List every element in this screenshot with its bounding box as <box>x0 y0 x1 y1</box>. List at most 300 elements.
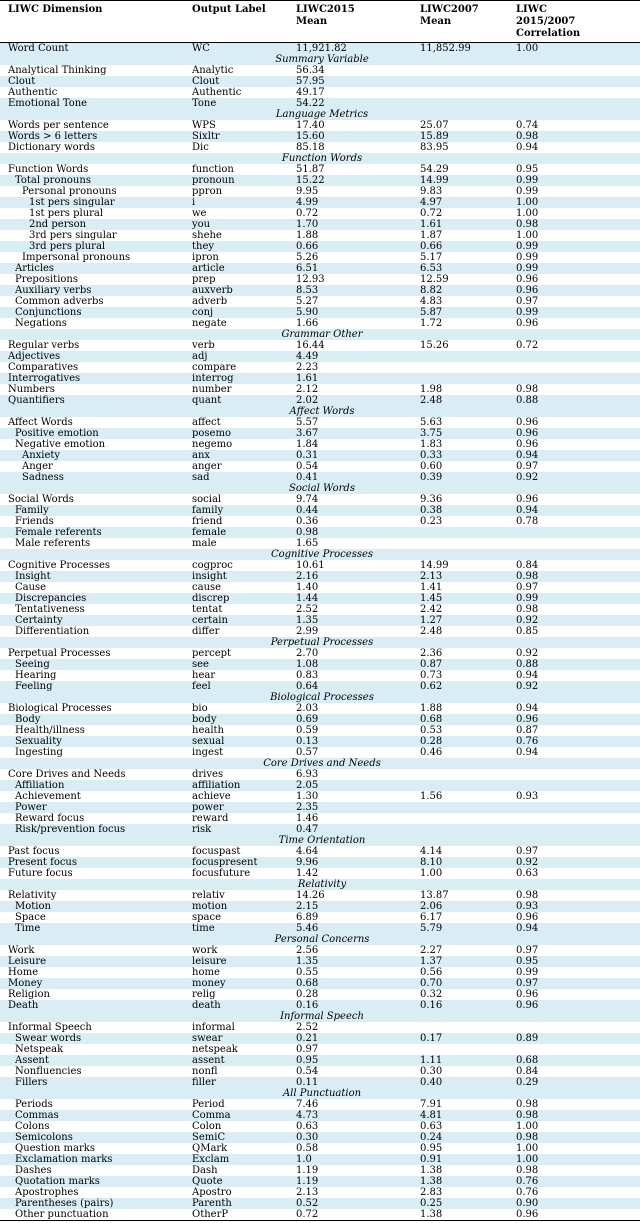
liwc2015-mean-cell: 2.23 <box>296 362 319 373</box>
liwc2007-mean-cell <box>412 769 508 780</box>
liwc2015-mean-cell: 1.08 <box>288 659 412 670</box>
liwc2015-mean-cell: 14.26 <box>296 890 325 901</box>
liwc2007-mean-cell: 0.46 <box>420 747 443 758</box>
dimension-cell: Friends <box>15 516 54 527</box>
liwc2007-mean-cell: 1.38 <box>412 1176 508 1187</box>
liwc2007-mean-cell: 6.17 <box>420 912 443 923</box>
dimension-cell: Colons <box>15 1121 50 1132</box>
liwc2007-mean-cell <box>412 373 508 384</box>
correlation-cell: 0.98 <box>508 571 640 582</box>
dimension-cell: Core Drives and Needs <box>8 769 126 780</box>
correlation-cell: 0.96 <box>516 274 539 285</box>
table-row <box>0 263 640 274</box>
dimension-cell: Hearing <box>15 670 57 681</box>
liwc2015-mean-cell: 5.46 <box>288 923 412 934</box>
dimension-cell: Words > 6 letters <box>0 131 184 142</box>
dimension-cell: Sadness <box>0 472 184 483</box>
correlation-cell: 0.98 <box>516 1099 539 1110</box>
table-row <box>0 989 640 1000</box>
liwc2007-mean-cell: 1.45 <box>412 593 508 604</box>
liwc2015-mean-cell: 1.19 <box>288 1176 412 1187</box>
liwc2007-mean-cell <box>412 780 508 791</box>
section-header-row <box>0 1011 640 1022</box>
dimension-cell: Negative emotion <box>15 439 106 450</box>
liwc2015-mean-cell: 15.22 <box>288 175 412 186</box>
table-row <box>0 87 640 98</box>
liwc2007-mean-cell: 0.62 <box>412 681 508 692</box>
correlation-cell: 0.94 <box>516 747 539 758</box>
dimension-cell: 2nd person <box>0 219 184 230</box>
correlation-cell: 0.96 <box>516 417 539 428</box>
liwc2015-mean-cell: 0.58 <box>296 1143 319 1154</box>
liwc2015-mean-cell: 2.52 <box>296 1022 319 1033</box>
liwc2007-mean-cell: 6.53 <box>412 263 508 274</box>
liwc2015-mean-cell: 0.98 <box>288 527 412 538</box>
correlation-cell <box>508 527 640 538</box>
liwc2007-mean-cell: 0.32 <box>420 989 443 1000</box>
correlation-cell <box>508 1022 640 1033</box>
dimension-cell: Space <box>15 912 46 923</box>
output-label-cell: auxverb <box>184 285 288 296</box>
correlation-cell: 0.72 <box>516 340 539 351</box>
liwc2007-mean-cell: 1.98 <box>420 384 443 395</box>
table-row <box>0 791 640 802</box>
liwc2007-mean-cell: 8.82 <box>412 285 508 296</box>
correlation-cell: 0.96 <box>508 1000 640 1011</box>
liwc2015-mean-cell: 1.88 <box>296 230 319 241</box>
liwc2007-mean-cell: 2.48 <box>412 395 508 406</box>
table-row <box>0 43 640 55</box>
table-row <box>0 604 640 615</box>
dimension-cell: Home <box>8 967 39 978</box>
table-row <box>0 582 640 593</box>
table-row <box>0 186 640 197</box>
correlation-cell <box>508 780 640 791</box>
liwc2007-mean-cell: 0.56 <box>420 967 443 978</box>
liwc2007-mean-cell: 0.23 <box>420 516 443 527</box>
table-row <box>0 703 640 714</box>
output-label-cell: Apostro <box>192 1187 232 1198</box>
output-label-cell: WPS <box>192 120 216 131</box>
dimension-cell: Total pronouns <box>0 175 184 186</box>
section-header-row <box>0 329 640 340</box>
liwc2015-mean-cell: 1.30 <box>296 791 319 802</box>
output-label-cell: insight <box>184 571 288 582</box>
liwc2007-mean-cell: 0.53 <box>420 725 443 736</box>
dimension-cell: Common adverbs <box>15 296 104 307</box>
table-row <box>0 65 640 76</box>
output-label-cell: leisure <box>184 956 288 967</box>
table-row <box>0 428 640 439</box>
dimension-cell: Discrepancies <box>0 593 184 604</box>
correlation-cell <box>508 813 640 824</box>
column-header-line: Correlation <box>516 28 581 39</box>
output-label-cell: space <box>192 912 222 923</box>
correlation-cell: 0.92 <box>508 857 640 868</box>
correlation-cell: 0.99 <box>516 967 539 978</box>
liwc2007-mean-cell: 5.63 <box>420 417 443 428</box>
section-title: Personal Concerns <box>0 934 640 945</box>
section-title: Biological Processes <box>0 692 640 703</box>
output-label-cell: health <box>192 725 224 736</box>
liwc2015-mean-cell: 1.46 <box>296 813 319 824</box>
liwc2007-mean-cell: 0.17 <box>412 1033 508 1044</box>
output-label-cell: prep <box>192 274 216 285</box>
correlation-cell: 0.98 <box>508 1110 640 1121</box>
dimension-cell: Achievement <box>15 791 81 802</box>
output-label-cell: nonfl <box>192 1066 218 1077</box>
liwc2015-mean-cell: 2.12 <box>296 384 319 395</box>
output-label-cell: relativ <box>192 890 225 901</box>
liwc2015-mean-cell: 2.99 <box>296 626 319 637</box>
dimension-cell: Negations <box>15 318 67 329</box>
correlation-cell: 1.00 <box>516 1121 539 1132</box>
liwc2015-mean-cell: 2.56 <box>296 945 319 956</box>
column-header-liwc2007-mean <box>412 1 508 43</box>
liwc2007-mean-cell: 25.07 <box>420 120 449 131</box>
section-title: Cognitive Processes <box>0 549 640 560</box>
dimension-cell: Dictionary words <box>8 142 95 153</box>
column-header-line: Mean <box>296 16 328 27</box>
section-header-row <box>0 153 640 164</box>
liwc2007-mean-cell: 13.87 <box>420 890 449 901</box>
dimension-cell: Exclamation marks <box>0 1154 184 1165</box>
table-row <box>0 164 640 175</box>
output-label-cell: time <box>184 923 288 934</box>
output-label-cell: compare <box>192 362 237 373</box>
column-header-line: LIWC Dimension <box>8 4 103 15</box>
dimension-cell: Certainty <box>0 615 184 626</box>
liwc2007-mean-cell <box>412 362 508 373</box>
liwc2015-mean-cell: 11,921.82 <box>288 43 412 55</box>
table-row <box>0 593 640 604</box>
liwc2015-mean-cell: 17.40 <box>296 120 325 131</box>
table-row <box>0 659 640 670</box>
liwc2015-mean-cell: 2.35 <box>288 802 412 813</box>
dimension-cell: Present focus <box>0 857 184 868</box>
liwc2015-mean-cell: 1.44 <box>288 593 412 604</box>
correlation-cell: 1.00 <box>508 1154 640 1165</box>
output-label-cell: focuspast <box>192 846 241 857</box>
liwc2007-mean-cell <box>412 824 508 835</box>
output-label-cell: negate <box>192 318 227 329</box>
section-title: Social Words <box>0 483 640 494</box>
liwc2015-mean-cell: 0.30 <box>288 1132 412 1143</box>
liwc2015-mean-cell: 1.70 <box>288 219 412 230</box>
output-label-cell: Clout <box>184 76 288 87</box>
correlation-cell: 1.00 <box>508 43 640 55</box>
table-row <box>0 241 640 252</box>
table-row <box>0 1209 640 1221</box>
dimension-cell: Quotation marks <box>0 1176 184 1187</box>
dimension-cell: Tentativeness <box>15 604 85 615</box>
dimension-cell: Leisure <box>0 956 184 967</box>
dimension-cell: Parentheses (pairs) <box>0 1198 184 1209</box>
correlation-cell: 0.97 <box>516 846 539 857</box>
dimension-cell: Regular verbs <box>8 340 80 351</box>
correlation-cell: 0.96 <box>516 1209 539 1220</box>
output-label-cell: pronoun <box>184 175 288 186</box>
table-row <box>0 868 640 879</box>
liwc2007-mean-cell: 9.36 <box>420 494 443 505</box>
liwc2007-mean-cell: 2.48 <box>420 626 443 637</box>
dimension-cell: Ingesting <box>15 747 63 758</box>
table-row <box>0 670 640 681</box>
correlation-cell: 0.92 <box>516 648 539 659</box>
liwc2007-mean-cell: 0.66 <box>412 241 508 252</box>
liwc2007-mean-cell: 0.40 <box>412 1077 508 1088</box>
liwc2007-mean-cell <box>412 1022 508 1033</box>
dimension-cell: Cognitive Processes <box>8 560 111 571</box>
liwc2015-mean-cell: 0.55 <box>296 967 319 978</box>
output-label-cell: ingest <box>192 747 224 758</box>
liwc2007-mean-cell: 0.38 <box>412 505 508 516</box>
section-header-row <box>0 692 640 703</box>
dimension-cell: Auxiliary verbs <box>0 285 184 296</box>
dimension-cell: Feeling <box>0 681 184 692</box>
liwc2015-mean-cell: 0.28 <box>296 989 319 1000</box>
section-title: All Punctuation <box>0 1088 640 1099</box>
table-row <box>0 1154 640 1165</box>
table-row <box>0 527 640 538</box>
table-row <box>0 923 640 934</box>
output-label-cell: function <box>192 164 234 175</box>
liwc2015-mean-cell: 0.83 <box>296 670 319 681</box>
output-label-cell: Period <box>192 1099 225 1110</box>
correlation-cell: 0.78 <box>516 516 539 527</box>
liwc-table-body <box>0 43 640 1221</box>
output-label-cell: body <box>184 714 288 725</box>
table-row <box>0 285 640 296</box>
correlation-cell: 0.96 <box>508 428 640 439</box>
liwc2007-mean-cell: 0.24 <box>412 1132 508 1143</box>
liwc2015-mean-cell: 6.93 <box>296 769 319 780</box>
table-row <box>0 219 640 230</box>
liwc2015-mean-cell: 2.02 <box>288 395 412 406</box>
liwc2007-mean-cell: 15.89 <box>412 131 508 142</box>
output-label-cell: conj <box>184 307 288 318</box>
table-row <box>0 384 640 395</box>
table-row <box>0 373 640 384</box>
liwc2007-mean-cell: 1.61 <box>412 219 508 230</box>
liwc2015-mean-cell: 0.72 <box>296 208 319 219</box>
output-label-cell: hear <box>192 670 216 681</box>
dimension-cell: Positive emotion <box>0 428 184 439</box>
table-row <box>0 252 640 263</box>
liwc2015-mean-cell: 7.46 <box>296 1099 319 1110</box>
output-label-cell: ppron <box>192 186 223 197</box>
liwc2015-mean-cell: 4.99 <box>288 197 412 208</box>
correlation-cell: 0.90 <box>508 1198 640 1209</box>
table-row <box>0 274 640 285</box>
table-row <box>0 98 640 109</box>
liwc2007-mean-cell: 1.38 <box>420 1209 443 1220</box>
correlation-cell: 0.94 <box>508 505 640 516</box>
table-row <box>0 560 640 571</box>
table-row <box>0 131 640 142</box>
output-label-cell: adverb <box>192 296 228 307</box>
output-label-cell: tentat <box>192 604 223 615</box>
dimension-cell: Seeing <box>0 659 184 670</box>
correlation-cell <box>508 824 640 835</box>
table-row <box>0 1044 640 1055</box>
liwc2007-mean-cell: 0.73 <box>420 670 443 681</box>
liwc2015-mean-cell: 51.87 <box>296 164 325 175</box>
table-row <box>0 890 640 901</box>
dimension-cell: Apostrophes <box>15 1187 79 1198</box>
liwc2015-mean-cell: 0.59 <box>296 725 319 736</box>
liwc2015-mean-cell: 4.64 <box>296 846 319 857</box>
liwc2007-mean-cell: 9.83 <box>420 186 443 197</box>
output-label-cell: Tone <box>184 98 288 109</box>
dimension-cell: Future focus <box>8 868 73 879</box>
liwc2015-mean-cell: 9.95 <box>296 186 319 197</box>
correlation-cell <box>508 87 640 98</box>
output-label-cell: percept <box>192 648 232 659</box>
dimension-cell: Religion <box>8 989 50 1000</box>
table-row <box>0 439 640 450</box>
output-label-cell: swear <box>184 1033 288 1044</box>
liwc2015-mean-cell: 15.60 <box>288 131 412 142</box>
liwc2007-mean-cell: 5.87 <box>412 307 508 318</box>
output-label-cell: Parenth <box>184 1198 288 1209</box>
dimension-cell: Word Count <box>0 43 184 55</box>
table-row <box>0 1022 640 1033</box>
correlation-cell: 0.94 <box>516 142 539 153</box>
column-header-line: LIWC <box>516 4 547 15</box>
output-label-cell: sad <box>184 472 288 483</box>
liwc2015-mean-cell: 0.54 <box>296 1066 319 1077</box>
output-label-cell: quant <box>184 395 288 406</box>
correlation-cell: 0.84 <box>516 1066 539 1077</box>
liwc2007-mean-cell: 0.33 <box>412 450 508 461</box>
liwc2015-mean-cell: 56.34 <box>296 65 325 76</box>
correlation-cell: 0.98 <box>508 219 640 230</box>
correlation-cell: 0.76 <box>508 1176 640 1187</box>
liwc2015-mean-cell: 0.21 <box>288 1033 412 1044</box>
column-header-line: Mean <box>420 16 452 27</box>
correlation-cell: 0.74 <box>516 120 539 131</box>
table-row <box>0 362 640 373</box>
correlation-cell <box>508 802 640 813</box>
liwc2015-mean-cell: 5.90 <box>288 307 412 318</box>
section-header-row <box>0 54 640 65</box>
dimension-cell: Money <box>0 978 184 989</box>
output-label-cell: Authentic <box>192 87 242 98</box>
correlation-cell: 0.87 <box>516 725 539 736</box>
dimension-cell: 1st pers plural <box>29 208 104 219</box>
correlation-cell: 0.98 <box>516 604 539 615</box>
table-row <box>0 714 640 725</box>
output-label-cell: work <box>192 945 218 956</box>
liwc2007-mean-cell: 0.91 <box>412 1154 508 1165</box>
column-header-line: Output Label <box>192 4 266 15</box>
output-label-cell: see <box>184 659 288 670</box>
table-row <box>0 450 640 461</box>
table-row <box>0 516 640 527</box>
section-header-row <box>0 637 640 648</box>
table-row <box>0 824 640 835</box>
section-header-row <box>0 934 640 945</box>
table-row <box>0 1066 640 1077</box>
dimension-cell: Semicolons <box>0 1132 184 1143</box>
output-label-cell: family <box>184 505 288 516</box>
correlation-cell: 0.99 <box>508 241 640 252</box>
correlation-cell <box>508 98 640 109</box>
output-label-cell: reward <box>192 813 229 824</box>
liwc2007-mean-cell: 1.37 <box>412 956 508 967</box>
dimension-cell: Other punctuation <box>15 1209 109 1220</box>
table-row <box>0 813 640 824</box>
correlation-cell <box>508 351 640 362</box>
liwc2007-mean-cell: 0.70 <box>412 978 508 989</box>
liwc2007-mean-cell: 5.17 <box>420 252 443 263</box>
dimension-cell: Clout <box>0 76 184 87</box>
output-label-cell: drives <box>192 769 224 780</box>
output-label-cell: home <box>192 967 220 978</box>
correlation-cell: 0.99 <box>508 263 640 274</box>
liwc2015-mean-cell: 0.31 <box>288 450 412 461</box>
liwc2007-mean-cell: 2.27 <box>420 945 443 956</box>
correlation-cell: 0.94 <box>508 923 640 934</box>
section-title: Summary Variable <box>0 54 640 65</box>
table-row <box>0 681 640 692</box>
liwc2007-mean-cell: 0.39 <box>412 472 508 483</box>
liwc2015-mean-cell: 0.47 <box>288 824 412 835</box>
table-row <box>0 1198 640 1209</box>
table-row <box>0 76 640 87</box>
liwc2007-mean-cell: 0.68 <box>412 714 508 725</box>
liwc2007-mean-cell <box>412 87 508 98</box>
correlation-cell: 0.98 <box>516 890 539 901</box>
correlation-cell: 1.00 <box>508 197 640 208</box>
table-row <box>0 1000 640 1011</box>
liwc2015-mean-cell: 12.93 <box>296 274 325 285</box>
liwc2015-mean-cell: 2.05 <box>288 780 412 791</box>
liwc-table-header-row <box>0 1 640 43</box>
dimension-cell: Informal Speech <box>8 1022 92 1033</box>
output-label-cell: female <box>184 527 288 538</box>
output-label-cell: SemiC <box>184 1132 288 1143</box>
dimension-cell: Conjunctions <box>0 307 184 318</box>
liwc2015-mean-cell: 9.74 <box>296 494 319 505</box>
correlation-cell: 0.84 <box>516 560 539 571</box>
liwc2007-mean-cell <box>412 351 508 362</box>
dimension-cell: Question marks <box>15 1143 95 1154</box>
correlation-cell: 0.29 <box>508 1077 640 1088</box>
table-row <box>0 1165 640 1176</box>
liwc2007-mean-cell: 11,852.99 <box>412 43 508 55</box>
dimension-cell: Interrogatives <box>0 373 184 384</box>
liwc2015-mean-cell: 1.35 <box>288 615 412 626</box>
correlation-cell: 0.98 <box>516 1165 539 1176</box>
liwc2015-mean-cell: 8.53 <box>288 285 412 296</box>
output-label-cell: relig <box>192 989 216 1000</box>
liwc2007-mean-cell: 0.87 <box>412 659 508 670</box>
dimension-cell: Health/illness <box>15 725 85 736</box>
table-row <box>0 901 640 912</box>
correlation-cell <box>508 538 640 549</box>
correlation-cell: 0.96 <box>516 494 539 505</box>
column-header-dimension <box>0 1 184 43</box>
section-title: Informal Speech <box>0 1011 640 1022</box>
column-header-liwc2015-mean <box>288 1 412 43</box>
output-label-cell: feel <box>184 681 288 692</box>
dimension-cell: 1st pers singular <box>0 197 184 208</box>
output-label-cell: achieve <box>192 791 231 802</box>
dimension-cell: Male referents <box>15 538 91 549</box>
table-row <box>0 351 640 362</box>
